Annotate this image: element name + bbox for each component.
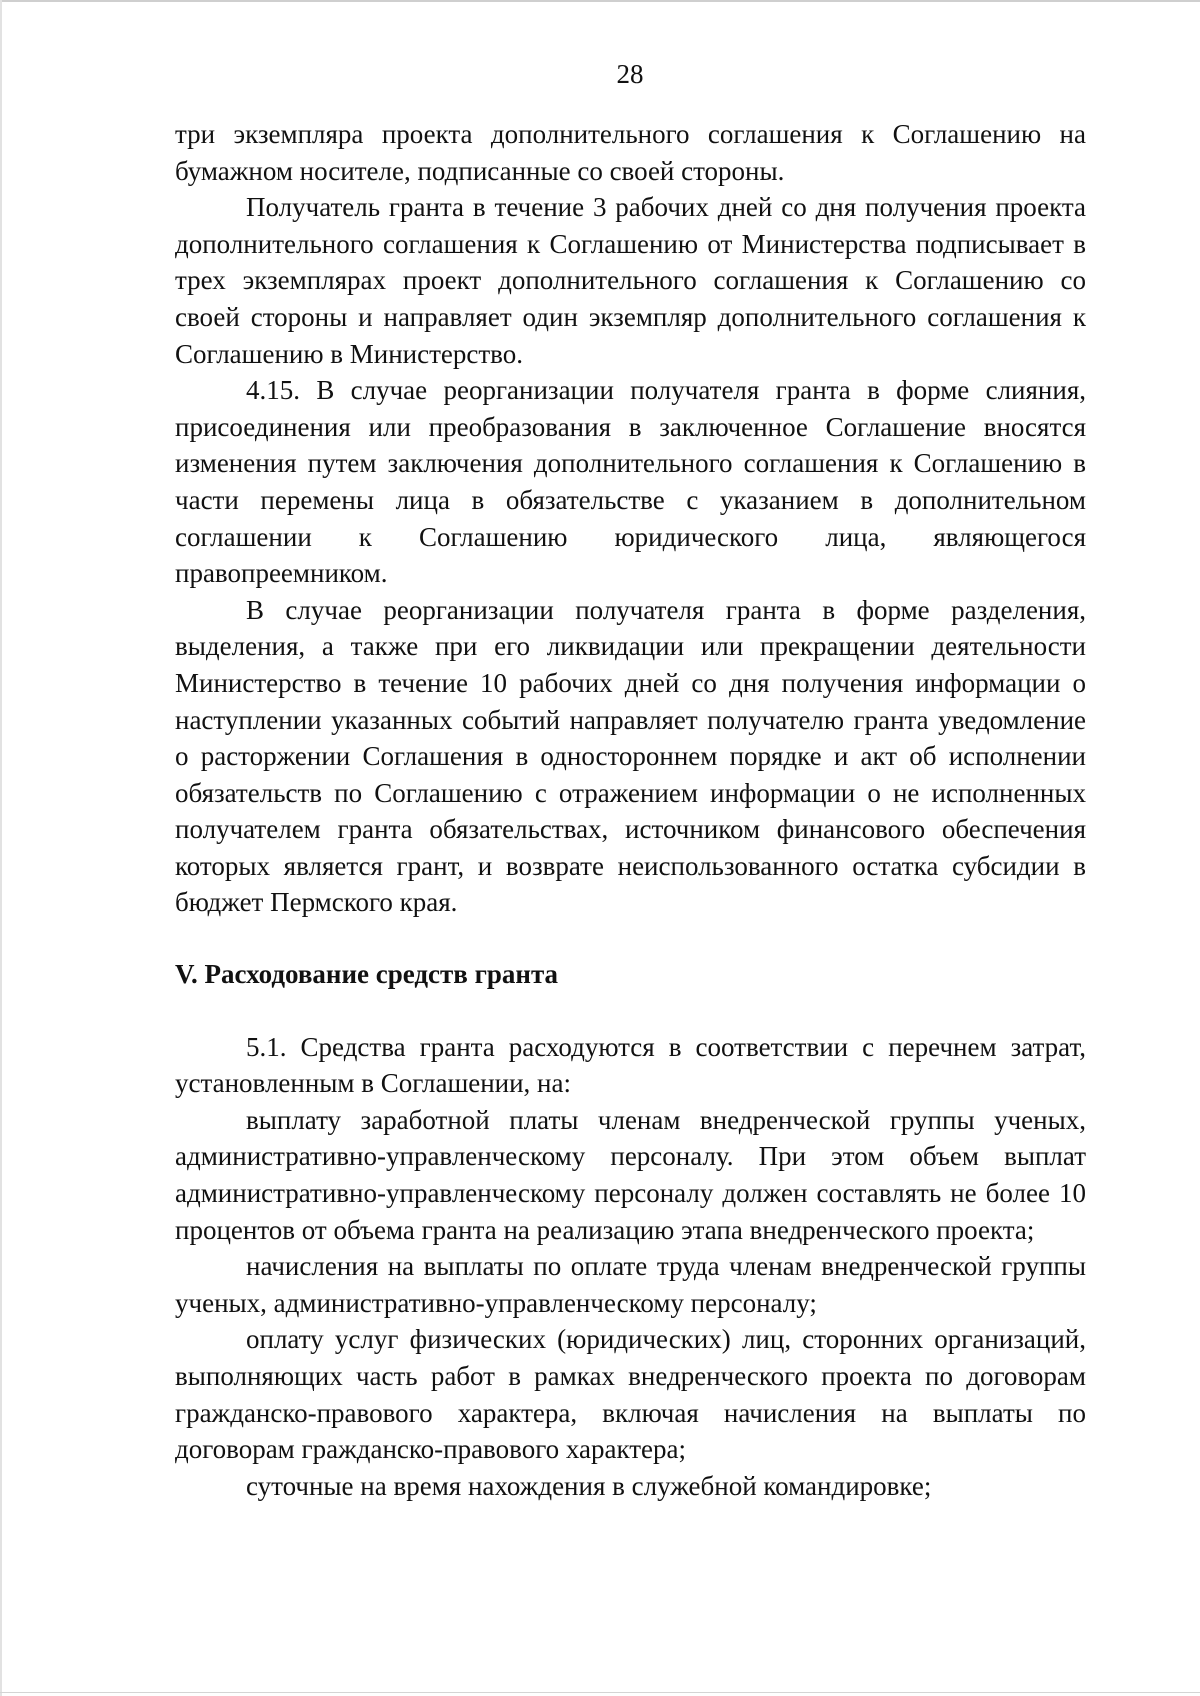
list-item: выплату заработной платы членам внедренческой группы ученых, административно-управленческому персоналу. При этом объем выплат административно-управленческому персоналу должен составлять не более 10 процентов от объема гранта на реализацию этапа внедренческого проекта; (175, 1104, 1086, 1245)
section-heading: V. Расходование средств гранта (175, 959, 559, 990)
paragraph: В случае реорганизации получателя гранта в форме разделения, выделения, а также при его ликвидации или прекращении деятельности Министерство в течение 10 рабочих дней со дня получения информации о наступлении указанных событий направляет получателю гранта уведомление о расторжении Соглашения в одностороннем порядке и акт об исполнении обязательств по Соглашению с отражением информации о не исполненных получателем гранта обязательствах, источником финансового обеспечения которых является грант, и возврате неиспользованного остатка субсидии в бюджет Пермского края. (175, 594, 1086, 918)
paragraph: Получатель гранта в течение 3 рабочих дней со дня получения проекта дополнительного соглашения к Соглашению от Министерства подписывает в трех экземплярах проект дополнительного соглашения к Соглашению со своей стороны и направляет один экземпляр дополнительного соглашения к Соглашению в Министерство. (175, 192, 1086, 369)
list-item: оплату услуг физических (юридических) лиц, сторонних организаций, выполняющих часть работ в рамках внедренческого проекта по договорам гражданско-правового характера, включая начисления на выплаты по договорам гражданско-правового характера; (175, 1324, 1086, 1465)
paragraph-clause-4-15: 4.15. В случае реорганизации получателя гранта в форме слияния, присоединения или преобразования в заключенное Соглашение вносятся изменения путем заключения дополнительного соглашения к Соглашению в части перемены лица в обязательстве с указанием в дополнительном соглашении к Соглашению юридического лица, являющегося правопреемником. (175, 375, 1086, 589)
scan-edge-top (0, 0, 1200, 2)
list-item: начисления на выплаты по оплате труда членам внедренческой группы ученых, административно-управленческому персоналу; (175, 1251, 1086, 1318)
paragraph-clause-5-1: 5.1. Средства гранта расходуются в соответствии с перечнем затрат, установленным в Соглашении, на: (175, 1031, 1086, 1099)
document-body (175, 116, 1086, 1504)
page-number: 28 (616, 59, 644, 89)
list-item: суточные на время нахождения в служебной командировке; (246, 1470, 932, 1501)
scan-edge-bottom (0, 1692, 1200, 1693)
paragraph: три экземпляра проекта дополнительного соглашения к Соглашению на бумажном носителе, подписанные со своей стороны. (175, 119, 1086, 186)
scan-edge-left (0, 0, 2, 1696)
